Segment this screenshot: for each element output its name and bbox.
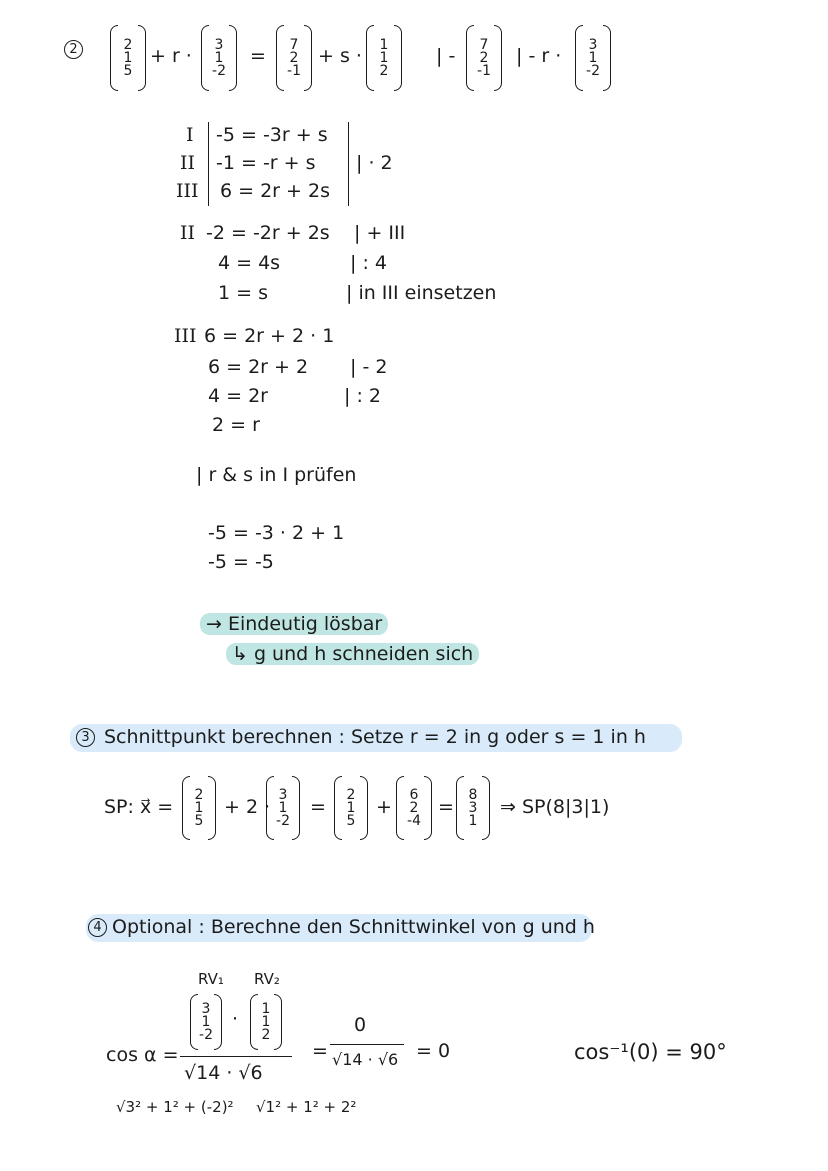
result-line-1: → Eindeutig lösbar: [200, 613, 388, 635]
steps-II-row-3: 1 = s: [218, 282, 268, 304]
eq-sign: =: [312, 1040, 328, 1062]
sp-label: SP: x⃗ =: [104, 796, 174, 818]
sp-eq-1: =: [310, 796, 326, 818]
steps-III-op-2: | : 2: [344, 385, 381, 407]
sp-plus-2: + 2 ·: [224, 796, 271, 818]
equals: =: [250, 45, 266, 67]
task2-number: 2: [64, 40, 83, 59]
steps-III-row-4: 2 = r: [212, 414, 260, 436]
sp-vector-5: 8 3 1: [456, 776, 490, 840]
vector-a: 2 1 5: [110, 25, 146, 91]
plus-s: + s ·: [318, 45, 362, 67]
fraction-line-2: [330, 1044, 404, 1045]
sp-vector-4: 6 2 -4: [396, 776, 432, 840]
steps-III-row-2: 6 = 2r + 2: [208, 356, 309, 378]
system-label-III: III: [176, 180, 199, 202]
system-row-1: -5 = -3r + s: [216, 124, 328, 146]
denominator-1: √14 · √6: [184, 1062, 263, 1084]
system-label-I: I: [186, 124, 194, 146]
steps-III-row-3: 4 = 2r: [208, 385, 268, 407]
system-label-II: II: [180, 152, 196, 174]
sp-vector-2: 3 1 -2: [266, 776, 300, 840]
sp-result: ⇒ SP(8|3|1): [500, 796, 610, 818]
vector-c: 7 2 -1: [276, 25, 312, 91]
cos-label: cos α =: [106, 1044, 179, 1066]
rv2-vector: 1 1 2: [250, 994, 282, 1050]
check-row-1: -5 = -3 · 2 + 1: [208, 522, 345, 544]
system-bracket-left: [208, 122, 209, 206]
system-row-2: -1 = -r + s: [216, 152, 316, 174]
result-line-2: ↳ g und h schneiden sich: [226, 643, 479, 665]
task3-number: 3: [76, 728, 95, 747]
steps-II-op-2: | : 4: [350, 252, 387, 274]
vector-f: 3 1 -2: [575, 25, 611, 91]
op-minus-r: | - r ·: [516, 45, 562, 67]
eq-zero: = 0: [416, 1040, 451, 1062]
steps-II-label: II: [180, 222, 196, 244]
task3-heading: Schnittpunkt berechnen : Setze r = 2 in g oder s = 1 in h: [104, 726, 646, 748]
check-heading: | r & s in I prüfen: [196, 464, 357, 486]
steps-III-row-1: 6 = 2r + 2 · 1: [204, 325, 335, 347]
steps-II-op-1: | + III: [354, 222, 406, 244]
plus-r: + r ·: [150, 45, 192, 67]
sqrt-rv1: √3² + 1² + (-2)²: [116, 1098, 234, 1116]
steps-II-row-2: 4 = 4s: [218, 252, 281, 274]
rv2-label: RV₂: [254, 970, 280, 988]
op-minus-1: | -: [436, 45, 456, 67]
sp-eq-2: =: [438, 796, 454, 818]
vector-d: 1 1 2: [366, 25, 402, 91]
steps-II-row-1: -2 = -2r + 2s: [206, 222, 330, 244]
system-bracket-right: [348, 122, 349, 206]
system-op: | · 2: [356, 152, 393, 174]
steps-III-op-1: | - 2: [350, 356, 388, 378]
sp-vector-1: 2 1 5: [182, 776, 216, 840]
numerator-2: 0: [354, 1014, 367, 1036]
dot-product: ·: [232, 1008, 239, 1030]
steps-II-op-3: | in III einsetzen: [346, 282, 497, 304]
vector-b: 3 1 -2: [201, 25, 237, 91]
check-row-2: -5 = -5: [208, 551, 274, 573]
rv1-label: RV₁: [198, 970, 224, 988]
vector-e: 7 2 -1: [466, 25, 502, 91]
fraction-line-1: [180, 1056, 292, 1057]
angle-result: cos⁻¹(0) = 90°: [574, 1040, 727, 1064]
rv1-vector: 3 1 -2: [190, 994, 222, 1050]
system-row-3: 6 = 2r + 2s: [220, 180, 330, 202]
steps-III-label: III: [174, 325, 197, 347]
task4-heading: Optional : Berechne den Schnittwinkel von g und h: [112, 916, 595, 938]
sp-vector-3: 2 1 5: [334, 776, 368, 840]
sp-plus: +: [376, 796, 392, 818]
denominator-2: √14 · √6: [332, 1050, 399, 1069]
task4-number: 4: [88, 918, 107, 937]
sqrt-rv2: √1² + 1² + 2²: [256, 1098, 357, 1116]
